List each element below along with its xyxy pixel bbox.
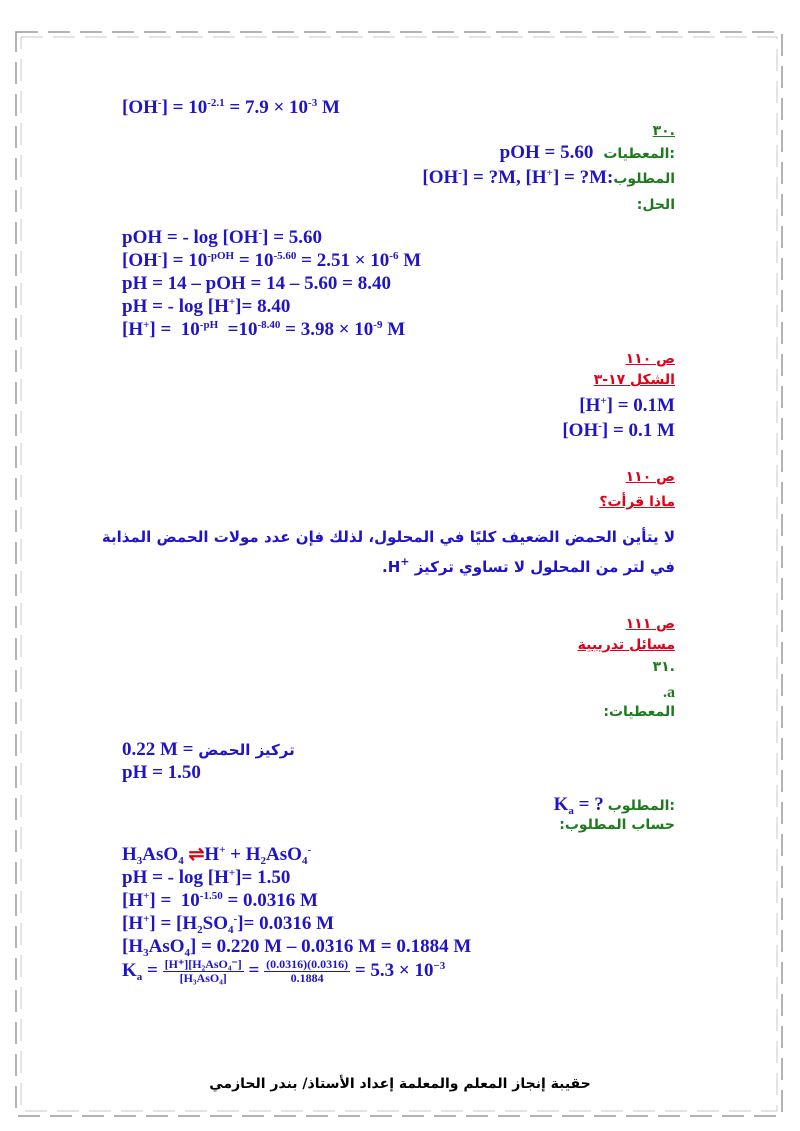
what-read-heading: ماذا قرأت؟ (599, 494, 675, 510)
given-row (500, 143, 675, 162)
given-pH: pH = 1.50 (122, 762, 201, 783)
figure-heading: الشكل ١٧-٣ (593, 372, 675, 388)
page-111-heading: ص ١١١ (625, 616, 675, 632)
solution-label: الحل: (636, 197, 675, 213)
answer-line-1: لا يتأين الحمض الضعيف كليًا في المحلول، لذلك فإن عدد مولات الحمض المذابة (101, 528, 675, 546)
page-110-heading: ص ١١٠ (625, 351, 675, 367)
required-row (422, 168, 675, 187)
step-pH: pH = 14 – pOH = 14 – 5.60 = 8.40 (122, 273, 391, 294)
answer-line-2: في لتر من المحلول لا تساوي تركيز H+. (381, 555, 675, 576)
ka-expression: $K_a$ = $\frac{\text{[H⁺][H₂AsO₄⁻]}}{\text{[H₃AsO₄]}}$ = $\frac{(0.0316)(0.0316)}{0.1884}$ = $5.3 \times 10^{-3}$ (122, 957, 446, 986)
step-h-conc: $[H^+] = 10^{-pH} =10^{-8.40} = 3.98 \times 10^{-9}$ M (122, 319, 406, 340)
question-31-number: .٣١ (652, 659, 675, 675)
given-label: المعطيات: (603, 146, 675, 162)
calc-equal-conc: $[H^+] = [H_2SO_4^-]= 0.0316$ M (122, 913, 335, 936)
equilibrium-equation: $H_3AsO_4$ ⇌H+ + $H_2AsO_4^-$ (122, 844, 312, 867)
calc-label: حساب المطلوب: (559, 817, 675, 833)
footer-credit: حقيبة إنجاز المعلم والمعلمة إعداد الأستاذ/ بندر الحازمي (209, 1076, 591, 1092)
given-value: pOH = 5.60 (499, 142, 594, 163)
step-oh-conc: $[OH^-] = 10^{-pOH} = 10^{-5.60} = 2.51 \times 10^{-6}$ M (122, 250, 422, 271)
figure-h-value: [H+] = 0.1M (579, 395, 675, 416)
required-label: المطلوب (613, 171, 675, 187)
given2-label: المعطيات: (603, 704, 675, 720)
step-pOH: pOH = - log [OH-] = 5.60 (122, 227, 323, 248)
part-a: .a (663, 684, 675, 701)
acid-concentration: 0.22 M = تركيز الحمض (122, 739, 295, 760)
required-ka: $K_a$ = ? المطلوب: (553, 794, 675, 817)
step-pH-log: pH = - log [H+]= 8.40 (122, 296, 291, 317)
calc-pH: pH = - log [H+]= 1.50 (122, 867, 291, 888)
practice-heading: مسائل تدريبية (577, 637, 675, 653)
page-110-heading-2: ص ١١٠ (625, 469, 675, 485)
question-30-number: .٣٠ (652, 123, 675, 139)
calc-acid-equilibrium: $[H_3AsO_4] = 0.220$ M – 0.0316 M = 0.1884 M (122, 936, 472, 959)
ka-fraction-numeric: $\frac{(0.0316)(0.0316)}{0.1884}$ (266, 957, 349, 986)
oh-previous-result: $[OH^-] = 10^{-2.1} = 7.9 \times 10^{-3}$ M (122, 97, 340, 118)
ka-fraction-symbolic: $\frac{\text{[H⁺][H₂AsO₄⁻]}}{\text{[H₃AsO₄]}}$ (164, 957, 242, 986)
figure-oh-value: [OH-] = 0.1 M (562, 420, 675, 441)
calc-h-conc: $[H^+] = 10^{-1.50} = 0.0316$ M (122, 890, 318, 911)
required-value: [OH-] = ?M, [H+] = ?M: (422, 167, 614, 188)
